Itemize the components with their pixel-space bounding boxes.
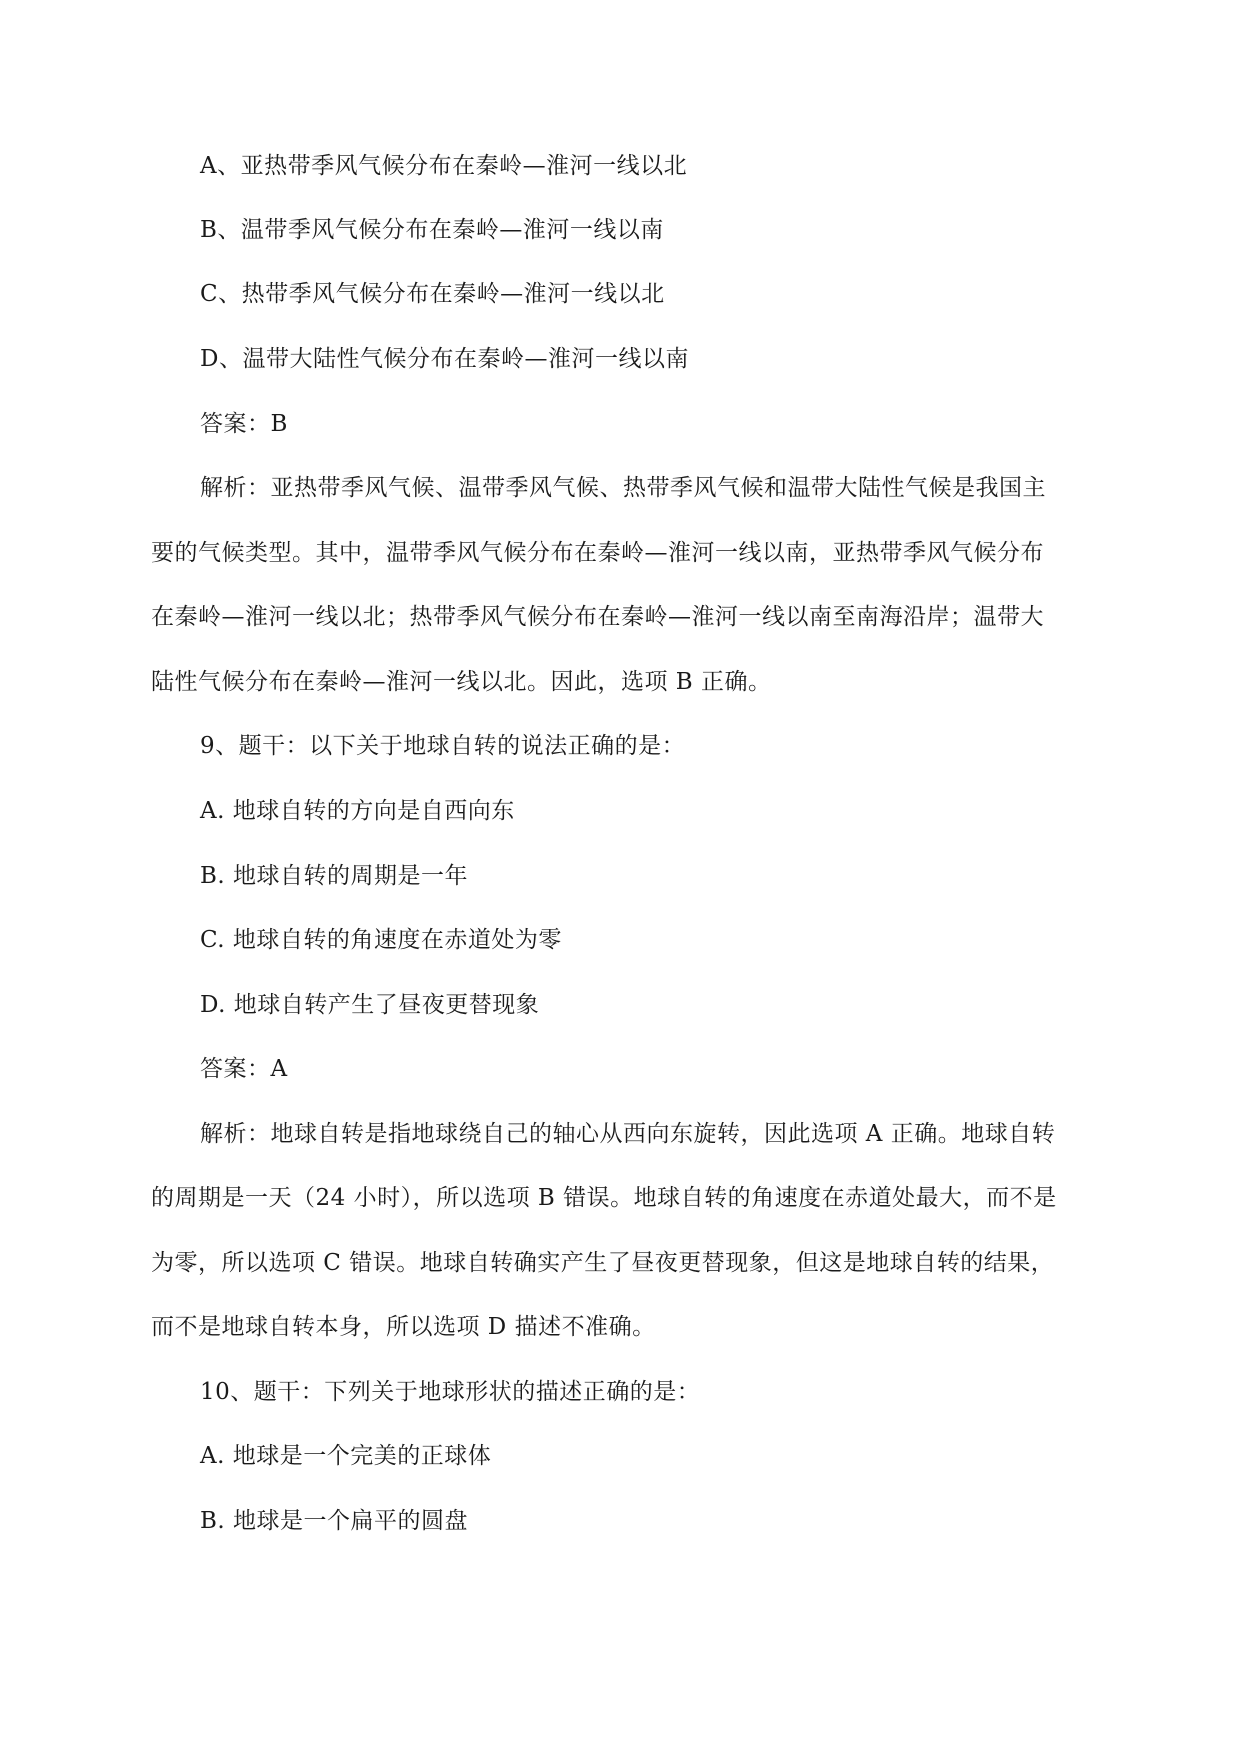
q9-option-a: A. 地球自转的方向是自西向东 (200, 798, 515, 824)
q9-analysis-line-2: 的周期是一天（24 小时），所以选项 B 错误。地球自转的角速度在赤道处最大，而不是 (151, 1185, 1057, 1211)
q8-analysis-line-3: 在秦岭—淮河一线以北；热带季风气候分布在秦岭—淮河一线以南至南海沿岸；温带大 (151, 604, 1044, 630)
q8-option-a: A、亚热带季风气候分布在秦岭—淮河一线以北 (200, 153, 688, 179)
q8-analysis-line-4: 陆性气候分布在秦岭—淮河一线以北。因此，选项 B 正确。 (151, 669, 772, 695)
q10-stem: 10、题干：下列关于地球形状的描述正确的是： (200, 1379, 701, 1405)
q8-option-c: C、热带季风气候分布在秦岭—淮河一线以北 (200, 281, 665, 307)
q9-stem: 9、题干：以下关于地球自转的说法正确的是： (200, 733, 686, 759)
q8-answer: 答案：B (200, 411, 288, 437)
q10-option-b: B. 地球是一个扁平的圆盘 (200, 1508, 469, 1534)
q9-option-b: B. 地球自转的周期是一年 (200, 863, 469, 889)
q9-analysis-line-1: 解析：地球自转是指地球绕自己的轴心从西向东旋转，因此选项 A 正确。地球自转 (200, 1121, 1056, 1147)
q9-answer: 答案：A (200, 1056, 288, 1082)
q8-analysis-line-2: 要的气候类型。其中，温带季风气候分布在秦岭—淮河一线以南，亚热带季风气候分布 (151, 540, 1044, 566)
q8-option-d: D、温带大陆性气候分布在秦岭—淮河一线以南 (200, 346, 689, 372)
q9-analysis-line-4: 而不是地球自转本身，所以选项 D 描述不准确。 (151, 1314, 656, 1340)
q9-option-d: D. 地球自转产生了昼夜更替现象 (200, 992, 540, 1018)
q10-option-a: A. 地球是一个完美的正球体 (200, 1443, 492, 1469)
q8-analysis-line-1: 解析：亚热带季风气候、温带季风气候、热带季风气候和温带大陆性气候是我国主 (200, 475, 1046, 501)
q9-analysis-line-3: 为零，所以选项 C 错误。地球自转确实产生了昼夜更替现象，但这是地球自转的结果， (151, 1250, 1055, 1276)
q9-option-c: C. 地球自转的角速度在赤道处为零 (200, 927, 562, 953)
q8-option-b: B、温带季风气候分布在秦岭—淮河一线以南 (200, 217, 664, 243)
